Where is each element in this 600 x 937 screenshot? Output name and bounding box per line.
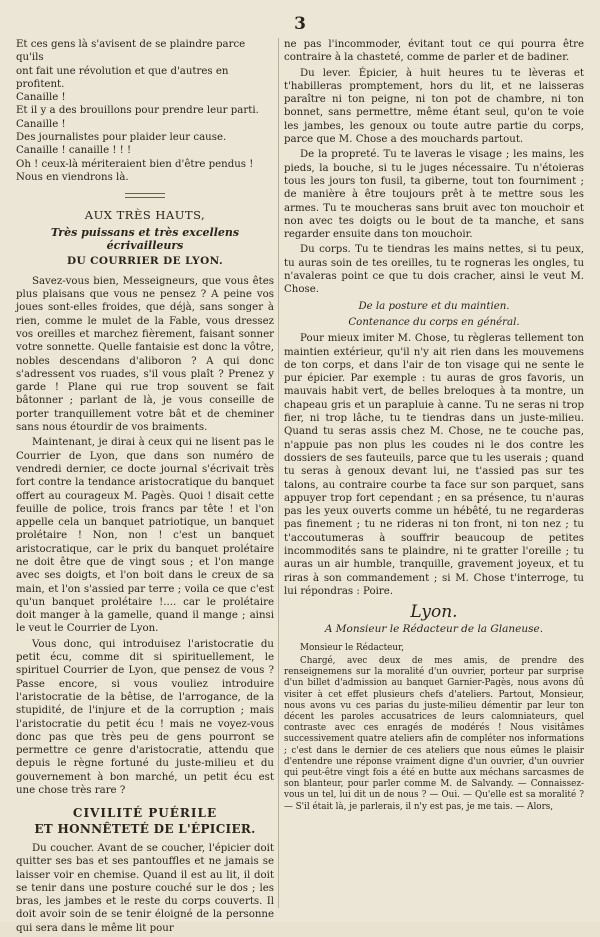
subheading: Contenance du corps en général. — [348, 316, 520, 328]
paragraph: Du coucher. Avant de se coucher, l'épicier doit quitter ses bas et ses pantouffles et ne jamais se laisser voir en chemise. Quand il est au lit, il doit se tenir dans une posture couché sur le dos ; les bras, les jambes et le reste du corps couverts. Il doit avoir soin de se tenir éloigné de la personne qui sera dans le même lit pour — [16, 842, 274, 934]
verse-line: Canaille ! — [16, 118, 66, 130]
verse-line: Et ces gens là s'avisent de se plaindre parce qu'ils — [16, 39, 246, 64]
left-column — [16, 38, 274, 937]
paragraph: Maintenant, je dirai à ceux qui ne lisent pas le Courrier de Lyon, que dans son numéro de vendredi dernier, ce docte journal s'écrivait très fort contre la tendance aristocratique du banquet offert au courageux M. Pagès. Quoi ! disait cette feuille de police, trois francs par tête ! et l'on appelle cela un banquet patriotique, un banquet prolétaire ! Non, non ! c'est un banquet aristocratique, car le prix du banquet prolétaire ne doit être que de vingt sous ; et l'on mange avec ses doigts, et l'on boit dans le creux de sa main, et l'on s'assied par terre ; voila ce que c'est qu'un banquet prolétaire !.... car le prolétaire doit manger à la gamelle, quand il mange ; ainsi le veut le Courrier de Lyon. — [16, 437, 274, 635]
section-subtitle-2: DU COURRIER DE LYON. — [66, 255, 224, 268]
paragraph: Savez-vous bien, Messeigneurs, que vous êtes plus plaisans que vous ne pensez ? A peine vos joues sont-elles froides, que déjà, sans songer à rien, comme le mulet de la Fable, vous dressez vos oreilles et marchez fièrement, faisant sonner votre sonnette. Quelle fantaisie est donc la vôtre, nobles descendans d'aliboron ? A qui donc s'adressent vos ruades, s'il vous plaît ? Prenez y garde ! Plane qui rue trop souvent se fait bâtonner ; parlant de là, je vous conseille de porter tranquillement votre bât et de cheminer sans nous étourdir de vos braiments. — [16, 275, 274, 434]
section-subtitle: Très puissans et très excellens écrivailleurs — [50, 225, 240, 253]
right-column — [284, 38, 584, 815]
section-title: AUX TRÈS HAUTS, — [84, 207, 206, 222]
paragraph: Du lever. Épicier, à huit heures tu te lèveras et t'habilleras promptement, hors du lit, et ne laisseras paraître ni ton peigne, ni ton pot de chambre, ni ton bonnet, sans permettre, même étant seul, qu'on te voie les jambes, les genoux ou toute autre partie du corps, parce que M. Chose a des mouchards partout. — [284, 67, 584, 146]
subheading: De la posture et du maintien. — [358, 300, 510, 312]
verse-line: Nous en viendrons là. — [16, 171, 129, 183]
section-title: CIVILITÉ PUÉRILE — [72, 806, 218, 821]
column-divider — [278, 38, 279, 908]
letter-text: Chargé, avec deux de mes amis, de prendre des renseignemens sur la moralité d'un ouvrier, porteur par surprise d'un billet d'admission au banquet Garnier-Pagès, nous avons dû visiter à cet effet plusieurs chefs d'ateliers. Partout, Monsieur, nous avons vu ces parias du juste-milieu démentir par leur ton décent les paroles accusatrices de leurs calomniateurs, quel contraste avec ces enragés de modérés ! Nous visitâmes successivement quatre ateliers afin de compléter nos informations ; c'est dans le dernier de ces ateliers que nous eûmes le plaisir d'entendre une réponse vraiment digne d'un ouvrier, d'un ouvrier qui peut-être vingt fois a été en butte aux méchans sarcasmes de son blanteur, pour parler comme M. de Salvandy. — Connaissez-vous un tel, lui dit un de nous ? — Oui. — Qu'elle est sa moralité ? — S'il était là, je parlerais, il n'y est pas, je me tais. — Alors, — [284, 655, 584, 812]
verse-line: Canaille ! canaille ! ! ! — [16, 145, 132, 157]
city-heading: Lyon. — [410, 602, 458, 623]
section-title-2: ET HONNÊTETÉ DE L'ÉPICIER. — [34, 821, 256, 836]
opening-verse — [16, 38, 274, 184]
paragraph: Vous donc, qui introduisez l'aristocratie du petit écu, comme dit si spirituellement, le spirituel Courrier de Lyon, que pensez de vous ? Passe encore, si vous vouliez introduire l'aristocratie de la bêtise, de l'arrogance, de la stupidité, de l'injure et de la corruption ; mais l'aristocratie du petit écu ! mais ne voyez-vous donc pas que très peu de gens pourront se permettre ce genre d'aristocratie, attendu que depuis le règne fortuné du juste-milieu et du gouvernement à bon marché, un petit écu est une chose très rare ? — [16, 638, 274, 797]
paragraph: Du corps. Tu te tiendras les mains nettes, si tu peux, tu auras soin de tes oreilles, tu te rogneras les ongles, tu n'avaleras point ce que tu dois cracher, ainsi le veut M. Chose. — [284, 244, 584, 296]
verse-line: Canaille ! — [16, 92, 66, 104]
paragraph: De la propreté. Tu te laveras le visage ; les mains, les pieds, la bouche, si tu le juges nécessaire. Tu n'étoieras tous les jours ton fusil, ta giberne, tout ton fourniment ; de manière à être toujours prêt à te mettre sous les armes. Tu te moucheras sans bruit avec ton mouchoir et non avec tes doigts ou le bout de ta manche, et sans regarder ensuite dans ton mouchoir. — [284, 149, 584, 241]
paragraph: Pour mieux imiter M. Chose, tu règleras tellement ton maintien extérieur, qu'il n'y ait rien dans les mouvemens de ton corps, et dans l'air de ton visage qui ne sente le pur épicier. Par exemple : tu auras de gros favoris, un mauvais habit vert, de belles breloques à ta montre, un chapeau gris et un parapluie à canne. Tu ne seras ni trop fier, ni trop lâche, tu te tiendras dans un juste-milieu. Quand tu seras assis chez M. Chose, ne te couche pas, n'appuie pas non plus les coudes ni le dos contre les dossiers de ses fauteuils, parce que tu les userais ; quand tu seras à genoux devant lui, ne t'assied pas sur tes talons, au contraire courbe ta face sur son parquet, sans appuyer trop fort cependant ; en sa présence, tu n'auras pas les yeux ouverts comme un hébêté, tu ne regarderas pas finement ; tu ne rideras ni ton front, ni ton nez ; tu t'accoutumeras à souffrir beaucoup de petites incommodités sans te plaindre, ni te gratter l'oreille ; tu auras un air humble, tranquille, gravement joyeux, et tu riras à son commandement ; si M. Chose t'interroge, tu lui répondras : Poire. — [284, 333, 584, 597]
paragraph: ne pas l'incommoder, évitant tout ce qui pourra être contraire à la chasteté, comme de parler et de badiner. — [284, 39, 584, 64]
letter-heading: A Monsieur le Rédacteur de la Glaneuse. — [324, 623, 544, 636]
salutation: Monsieur le Rédacteur, — [300, 642, 405, 653]
ornament-divider — [16, 189, 274, 202]
page-number: 3 — [294, 14, 306, 34]
verse-line: Oh ! ceux-là mériteraient bien d'être pendus ! — [16, 158, 254, 170]
verse-line: Et il y a des brouillons pour prendre leur parti. — [16, 105, 259, 117]
verse-line: ont fait une révolution et que d'autres en profitent. — [16, 65, 229, 90]
verse-line: Des journalistes pour plaider leur cause. — [16, 132, 227, 144]
